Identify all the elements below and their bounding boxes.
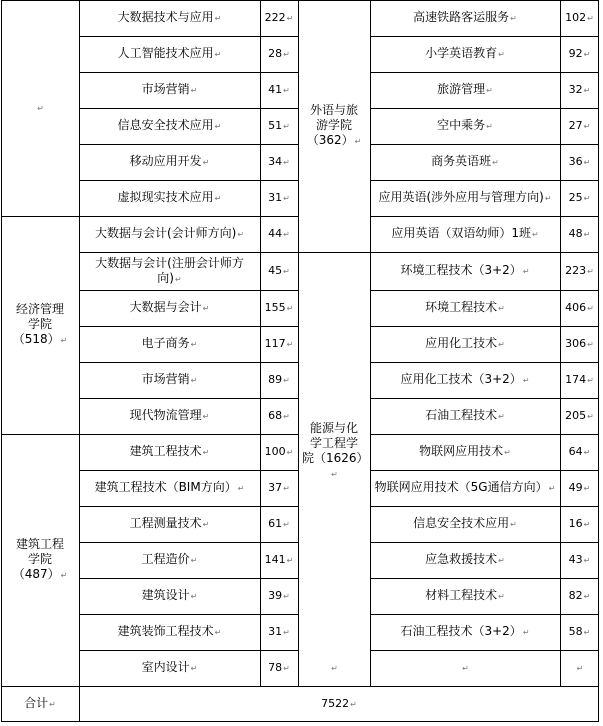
major-cell-text: 大数据与会计(注册会计师方向)↵	[95, 255, 244, 285]
major-cell-text: 应急救援技术↵	[425, 552, 505, 566]
paragraph-mark-icon: ↵	[522, 267, 530, 276]
paragraph-mark-icon: ↵	[237, 484, 245, 493]
major-cell	[79, 252, 260, 290]
major-cell	[79, 290, 260, 326]
major-cell	[370, 506, 560, 542]
paragraph-mark-icon: ↵	[214, 122, 222, 131]
paragraph-mark-icon: ↵	[587, 340, 594, 349]
count-cell-text: 223↵	[565, 264, 594, 277]
count-cell-text: 32↵	[568, 83, 591, 96]
paragraph-mark-icon: ↵	[286, 14, 294, 23]
paragraph-mark-icon: ↵	[283, 158, 290, 167]
count-cell-text: 48↵	[568, 227, 591, 240]
empty-cell-text	[576, 660, 584, 676]
major-cell	[79, 398, 260, 434]
major-cell-text: 应用化工技术（3+2）↵	[400, 372, 530, 386]
paragraph-mark-icon: ↵	[214, 50, 222, 59]
major-cell	[370, 290, 560, 326]
count-cell-text: 39↵	[268, 589, 290, 602]
paragraph-mark-icon: ↵	[283, 50, 290, 59]
paragraph-mark-icon: ↵	[283, 194, 290, 203]
paragraph-mark-icon: ↵	[350, 700, 357, 709]
paragraph-mark-icon: ↵	[583, 520, 591, 529]
paragraph-mark-icon: ↵	[462, 664, 469, 673]
paragraph-mark-icon: ↵	[286, 340, 294, 349]
paragraph-mark-icon: ↵	[331, 469, 338, 479]
major-cell-text: 材料工程技术↵	[425, 588, 505, 602]
major-cell-text: 大数据与会计↵	[129, 300, 210, 314]
count-cell-text: 49↵	[568, 481, 591, 494]
paragraph-mark-icon: ↵	[190, 556, 198, 565]
paragraph-mark-icon: ↵	[583, 230, 591, 239]
major-cell	[370, 0, 560, 36]
count-cell	[260, 542, 298, 578]
major-cell	[370, 108, 560, 144]
paragraph-mark-icon: ↵	[587, 376, 594, 385]
college-name-foreign-language	[298, 0, 370, 252]
count-cell	[260, 144, 298, 180]
paragraph-mark-icon: ↵	[522, 628, 530, 637]
paragraph-mark-icon: ↵	[214, 14, 222, 23]
count-cell	[560, 36, 599, 72]
paragraph-mark-icon: ↵	[190, 664, 198, 673]
paragraph-mark-icon: ↵	[202, 448, 210, 457]
count-cell-text: 92↵	[568, 47, 591, 60]
major-cell	[370, 36, 560, 72]
college-name-economics-text: 经济管理 学院 （518）↵	[12, 302, 68, 346]
paragraph-mark-icon: ↵	[583, 194, 591, 203]
total-value-text: 7522↵	[321, 697, 357, 710]
major-cell	[370, 180, 560, 216]
paragraph-mark-icon: ↵	[587, 267, 594, 276]
paragraph-mark-icon: ↵	[190, 376, 198, 385]
count-cell	[260, 614, 298, 650]
major-cell-text: 应用英语(涉外应用与管理方向)↵	[378, 190, 552, 204]
major-cell	[79, 36, 260, 72]
major-cell	[79, 614, 260, 650]
major-cell	[79, 506, 260, 542]
enrollment-table	[1, 0, 599, 722]
total-label	[1, 686, 79, 722]
paragraph-mark-icon: ↵	[214, 194, 222, 203]
college-name-architecture-text: 建筑工程 学院 （487）↵	[12, 537, 68, 581]
paragraph-mark-icon: ↵	[283, 376, 290, 385]
count-cell-text: 205↵	[565, 409, 594, 422]
paragraph-mark-icon: ↵	[331, 664, 338, 673]
major-cell-text: 建筑工程技术↵	[129, 444, 210, 458]
paragraph-mark-icon: ↵	[583, 556, 591, 565]
empty-cell	[560, 650, 599, 686]
count-cell-text: 222↵	[264, 11, 294, 24]
major-cell	[79, 72, 260, 108]
major-cell-text: 市场营销↵	[141, 372, 198, 386]
major-cell	[370, 434, 560, 470]
count-cell	[560, 180, 599, 216]
major-cell-text: 建筑工程技术（BIM方向）↵	[94, 480, 245, 494]
count-cell	[560, 578, 599, 614]
count-cell-text: 41↵	[268, 83, 290, 96]
major-cell	[79, 108, 260, 144]
major-cell	[370, 398, 560, 434]
total-label-text: 合计↵	[24, 696, 56, 710]
count-cell-text: 61↵	[268, 517, 290, 530]
count-cell	[560, 542, 599, 578]
count-cell-text: 34↵	[268, 155, 290, 168]
empty-cell-text	[461, 660, 469, 676]
college-name-architecture	[1, 434, 79, 686]
paragraph-mark-icon: ↵	[544, 194, 552, 203]
paragraph-mark-icon: ↵	[583, 122, 591, 131]
paragraph-mark-icon: ↵	[237, 230, 245, 239]
count-cell	[260, 180, 298, 216]
count-cell-text: 58↵	[568, 625, 591, 638]
paragraph-mark-icon: ↵	[583, 484, 591, 493]
count-cell	[260, 72, 298, 108]
count-cell-text: 44↵	[268, 227, 290, 240]
paragraph-mark-icon: ↵	[583, 592, 591, 601]
major-cell	[370, 72, 560, 108]
count-cell-text: 37↵	[268, 481, 290, 494]
paragraph-mark-icon: ↵	[49, 700, 56, 709]
major-cell-text: 环境工程技术（3+2）↵	[400, 263, 530, 277]
count-cell	[260, 216, 298, 252]
college-name-energy-chemistry-text: 能源与化 学工程学 院（1626）↵	[302, 420, 369, 479]
major-cell-text: 人工智能技术应用↵	[117, 46, 222, 60]
major-cell	[370, 614, 560, 650]
paragraph-mark-icon: ↵	[60, 571, 68, 580]
paragraph-mark-icon: ↵	[354, 137, 362, 146]
count-cell-text: 31↵	[268, 191, 290, 204]
count-cell	[260, 290, 298, 326]
major-cell-text: 高速铁路客运服务↵	[413, 10, 517, 24]
paragraph-mark-icon: ↵	[498, 592, 505, 601]
paragraph-mark-icon: ↵	[522, 376, 530, 385]
paragraph-mark-icon: ↵	[531, 230, 539, 239]
count-cell-text: 64↵	[568, 445, 591, 458]
paragraph-mark-icon: ↵	[498, 50, 505, 59]
count-cell-text: 100↵	[264, 445, 294, 458]
count-cell-text: 102↵	[565, 11, 594, 24]
paragraph-mark-icon: ↵	[283, 267, 290, 276]
count-cell	[560, 108, 599, 144]
total-value	[79, 686, 599, 722]
paragraph-mark-icon: ↵	[283, 628, 290, 637]
count-cell	[260, 434, 298, 470]
count-cell	[560, 290, 599, 326]
major-cell-text: 环境工程技术↵	[425, 300, 505, 314]
major-cell-text: 物联网应用技术（5G通信方向）↵	[374, 480, 556, 494]
major-cell-text: 工程造价↵	[141, 552, 198, 566]
count-cell	[260, 108, 298, 144]
paragraph-mark-icon: ↵	[587, 304, 594, 313]
count-cell	[260, 470, 298, 506]
college-name-foreign-language-text: 外语与旅 游学院 （362）↵	[306, 103, 362, 147]
paragraph-mark-icon: ↵	[286, 448, 294, 457]
paragraph-mark-icon: ↵	[190, 592, 198, 601]
major-cell-text: 应用化工技术↵	[425, 336, 505, 350]
count-cell	[560, 216, 599, 252]
paragraph-mark-icon: ↵	[504, 448, 511, 457]
major-cell-text: 信息安全技术应用↵	[117, 118, 222, 132]
paragraph-mark-icon: ↵	[576, 664, 584, 673]
major-cell	[79, 650, 260, 686]
college-name-energy-chemistry	[298, 252, 370, 650]
count-cell-text: 28↵	[268, 47, 290, 60]
paragraph-mark-icon: ↵	[202, 520, 210, 529]
count-cell	[560, 434, 599, 470]
count-cell-text: 174↵	[565, 373, 594, 386]
paragraph-mark-icon: ↵	[498, 304, 505, 313]
major-cell	[79, 180, 260, 216]
empty-cell	[370, 650, 560, 686]
paragraph-mark-icon: ↵	[492, 158, 499, 167]
major-cell-text: 市场营销↵	[141, 82, 198, 96]
count-cell	[260, 362, 298, 398]
count-cell	[560, 326, 599, 362]
count-cell-text: 141↵	[264, 553, 294, 566]
major-cell	[370, 326, 560, 362]
paragraph-mark-icon: ↵	[583, 628, 591, 637]
paragraph-mark-icon: ↵	[286, 556, 294, 565]
paragraph-mark-icon: ↵	[283, 122, 290, 131]
college-name-economics	[1, 216, 79, 434]
major-cell	[370, 216, 560, 252]
paragraph-mark-icon: ↵	[283, 592, 290, 601]
paragraph-mark-icon: ↵	[190, 86, 198, 95]
paragraph-mark-icon: ↵	[283, 484, 290, 493]
count-cell	[560, 362, 599, 398]
major-cell	[370, 578, 560, 614]
count-cell	[560, 470, 599, 506]
major-cell-text: 信息安全技术应用↵	[413, 516, 517, 530]
paragraph-mark-icon: ↵	[583, 158, 591, 167]
major-cell-text: 空中乘务↵	[437, 118, 493, 132]
major-cell	[370, 144, 560, 180]
count-cell	[260, 506, 298, 542]
paragraph-mark-icon: ↵	[548, 484, 556, 493]
paragraph-mark-icon: ↵	[510, 14, 517, 23]
paragraph-mark-icon: ↵	[37, 104, 44, 113]
major-cell-text: 虚拟现实技术应用↵	[117, 190, 222, 204]
major-cell-text: 大数据技术与应用↵	[117, 10, 222, 24]
major-cell	[79, 0, 260, 36]
major-cell-text: 现代物流管理↵	[129, 408, 210, 422]
count-cell-text: 82↵	[568, 589, 591, 602]
count-cell-text: 51↵	[268, 119, 290, 132]
major-cell-text: 建筑装饰工程技术↵	[117, 624, 222, 638]
major-cell-text: 商务英语班↵	[431, 154, 499, 168]
paragraph-mark-icon: ↵	[202, 304, 210, 313]
paragraph-mark-icon: ↵	[498, 412, 505, 421]
paragraph-mark-icon: ↵	[587, 412, 594, 421]
paragraph-mark-icon: ↵	[60, 336, 68, 345]
count-cell	[560, 398, 599, 434]
count-cell-text: 117↵	[264, 337, 294, 350]
count-cell-text: 155↵	[264, 301, 294, 314]
count-cell-text: 43↵	[568, 553, 591, 566]
major-cell-text: 大数据与会计(会计师方向)↵	[94, 226, 245, 240]
paragraph-mark-icon: ↵	[202, 412, 210, 421]
count-cell-text: 406↵	[565, 301, 594, 314]
paragraph-mark-icon: ↵	[510, 520, 517, 529]
major-cell-text: 建筑设计↵	[141, 588, 198, 602]
paragraph-mark-icon: ↵	[498, 556, 505, 565]
count-cell-text: 25↵	[568, 191, 591, 204]
paragraph-mark-icon: ↵	[583, 448, 591, 457]
count-cell	[260, 578, 298, 614]
count-cell	[560, 252, 599, 290]
major-cell	[370, 542, 560, 578]
count-cell-text: 306↵	[565, 337, 594, 350]
count-cell	[260, 0, 298, 36]
count-cell-text: 68↵	[268, 409, 290, 422]
paragraph-mark-icon: ↵	[286, 304, 294, 313]
major-cell-text: 移动应用开发↵	[129, 154, 210, 168]
major-cell	[79, 434, 260, 470]
paragraph-mark-icon: ↵	[174, 274, 182, 284]
paragraph-mark-icon: ↵	[283, 520, 290, 529]
count-cell-text: 78↵	[268, 661, 290, 674]
major-cell	[79, 362, 260, 398]
major-cell-text: 电子商务↵	[141, 336, 198, 350]
major-cell-text: 旅游管理↵	[437, 82, 493, 96]
major-cell-text: 石油工程技术↵	[425, 408, 505, 422]
major-cell	[370, 362, 560, 398]
paragraph-mark-icon: ↵	[587, 14, 594, 23]
major-cell-text: 室内设计↵	[141, 660, 198, 674]
paragraph-mark-icon: ↵	[283, 412, 290, 421]
empty-cell	[298, 650, 370, 686]
count-cell-text: 16↵	[568, 517, 591, 530]
count-cell	[560, 614, 599, 650]
paragraph-mark-icon: ↵	[190, 340, 198, 349]
paragraph-mark-icon: ↵	[202, 158, 210, 167]
paragraph-mark-icon: ↵	[498, 340, 505, 349]
college-name-cell-blank	[1, 0, 79, 216]
count-cell	[560, 72, 599, 108]
major-cell	[370, 252, 560, 290]
count-cell	[260, 36, 298, 72]
major-cell-text: 小学英语教育↵	[425, 46, 505, 60]
major-cell-text: 应用英语（双语幼师）1班↵	[391, 226, 539, 240]
college-name-cell-blank-text	[36, 100, 44, 116]
major-cell	[79, 216, 260, 252]
major-cell-text: 石油工程技术（3+2）↵	[400, 624, 530, 638]
count-cell	[560, 506, 599, 542]
count-cell-text: 36↵	[568, 155, 591, 168]
major-cell	[370, 470, 560, 506]
count-cell	[260, 326, 298, 362]
count-cell	[260, 398, 298, 434]
paragraph-mark-icon: ↵	[486, 86, 493, 95]
count-cell	[260, 252, 298, 290]
count-cell-text: 89↵	[268, 373, 290, 386]
paragraph-mark-icon: ↵	[583, 50, 591, 59]
empty-cell-text	[330, 660, 338, 676]
paragraph-mark-icon: ↵	[283, 86, 290, 95]
major-cell	[79, 542, 260, 578]
count-cell	[560, 0, 599, 36]
count-cell-text: 31↵	[268, 625, 290, 638]
paragraph-mark-icon: ↵	[214, 628, 222, 637]
paragraph-mark-icon: ↵	[486, 122, 493, 131]
count-cell-text: 45↵	[268, 264, 290, 277]
count-cell	[260, 650, 298, 686]
major-cell	[79, 326, 260, 362]
major-cell	[79, 144, 260, 180]
paragraph-mark-icon: ↵	[583, 86, 591, 95]
paragraph-mark-icon: ↵	[283, 230, 290, 239]
major-cell	[79, 578, 260, 614]
paragraph-mark-icon: ↵	[283, 664, 290, 673]
major-cell-text: 物联网应用技术↵	[419, 444, 511, 458]
count-cell-text: 27↵	[568, 119, 591, 132]
major-cell	[79, 470, 260, 506]
major-cell-text: 工程测量技术↵	[129, 516, 210, 530]
count-cell	[560, 144, 599, 180]
